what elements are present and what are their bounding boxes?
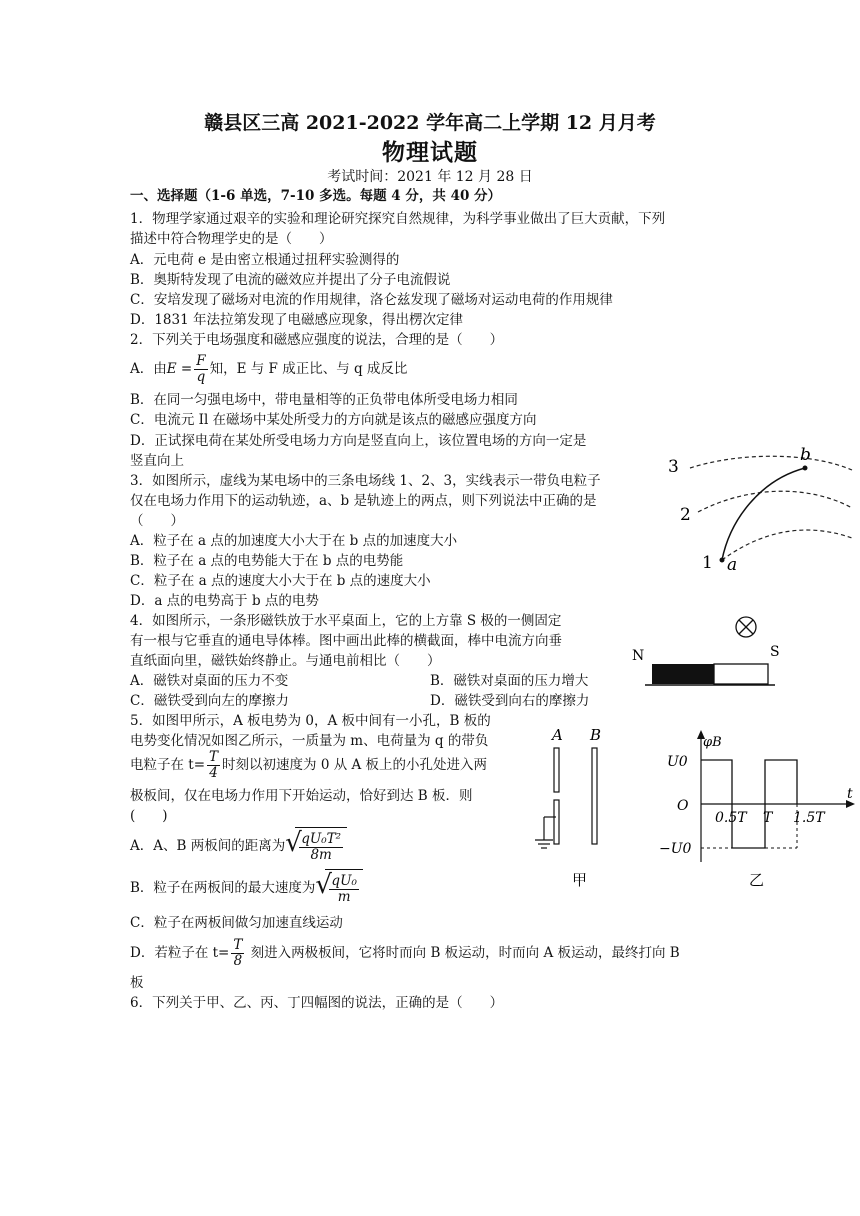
q1-stem-line2: 描述中符合物理学史的是（ ） bbox=[130, 231, 333, 247]
q5-option-a-sqrt: √ $\frac{\text{qU₀T²}}{8m}$ bbox=[285, 827, 347, 866]
q5-option-b-sqrt: √ $\frac{\text{qU₀}}{m}$ bbox=[315, 869, 362, 908]
q4-stem-line2: 有一根与它垂直的通电导体棒。图中画出此棒的横截面，棒中电流方向垂 bbox=[130, 633, 562, 649]
tick-1-5t: 1.5T bbox=[793, 810, 825, 826]
q2-option-a-suffix: 知，E 与 F 成正比、与 q 成反比 bbox=[209, 361, 408, 377]
q5-potential-graph bbox=[655, 722, 857, 892]
magnet-s-label: S bbox=[770, 644, 780, 660]
particle-trajectory bbox=[722, 468, 805, 560]
q5-option-a-denominator: 8m bbox=[310, 847, 332, 863]
q5-option-d-prefix: D．若粒子在 t= bbox=[130, 945, 230, 961]
q2-option-c: C．电流元 Il 在磁场中某处所受力的方向就是该点的磁感应强度方向 bbox=[130, 412, 537, 428]
q3-option-d: D．a 点的电势高于 b 点的电势 bbox=[130, 593, 319, 609]
q5-t-denominator: 4 bbox=[209, 765, 218, 781]
q5-option-c: C．粒子在两板间做匀加速直线运动 bbox=[130, 915, 343, 931]
q2-stem: 2．下列关于电场强度和磁感应强度的说法，合理的是（ ） bbox=[130, 332, 504, 348]
q5-option-a-prefix: A．A、B 两板间的距离为 bbox=[130, 838, 286, 854]
q2-formula-lhs: E = bbox=[166, 361, 193, 377]
q5-option-b bbox=[130, 869, 363, 908]
point-a-label: a bbox=[727, 555, 738, 575]
magnet-south-half bbox=[714, 664, 768, 684]
field-line-label-1: 1 bbox=[702, 553, 713, 573]
q1-option-d: D．1831 年法拉第发现了电磁感应现象，得出楞次定律 bbox=[130, 312, 463, 328]
plate-a-lower bbox=[554, 800, 559, 844]
y-axis-label: φB bbox=[703, 735, 722, 750]
q5-option-d bbox=[130, 937, 680, 969]
subject-title: 物理试题 bbox=[382, 139, 478, 166]
q4-stem-line3: 直纸面向里，磁铁始终静止。与通电前相比（ ） bbox=[130, 653, 441, 669]
point-b-label: b bbox=[800, 445, 811, 465]
magnet-n-label: N bbox=[632, 648, 645, 664]
q2-option-b: B．在同一匀强电场中，带电量相等的正负带电体所受电场力相同 bbox=[130, 392, 518, 408]
q5-stem-line3-prefix: 电粒子在 t= bbox=[130, 757, 206, 773]
field-line-3 bbox=[690, 456, 852, 470]
q5-stem-line1: 5．如图甲所示，A 板电势为 0，A 板中间有一小孔，B 板的 bbox=[130, 713, 491, 729]
q5-stem-line5: ( ) bbox=[130, 808, 168, 824]
q5-option-d-numerator: T bbox=[233, 937, 243, 953]
q5-stem-line3-suffix: 时刻以初速度为 0 从 A 板上的小孔处进入两 bbox=[222, 757, 488, 773]
q1-stem-line1: 1．物理学家通过艰辛的实验和理论研究探究自然规律，为科学事业做出了巨大贡献，下列 bbox=[130, 211, 666, 227]
q3-option-a: A．粒子在 a 点的加速度大小大于在 b 点的加速度大小 bbox=[130, 533, 458, 549]
q5-option-b-numerator: qU₀ bbox=[331, 873, 357, 889]
q2-formula-fraction bbox=[194, 354, 207, 385]
q2-option-d-line1: D．正试探电荷在某处所受电场力方向是竖直向上，该位置电场的方向一定是 bbox=[130, 433, 587, 449]
field-line-label-3: 3 bbox=[668, 457, 679, 477]
q5-stem-line2: 电势变化情况如图乙所示，一质量为 m、电荷量为 q 的带负 bbox=[130, 733, 489, 749]
tick-t: T bbox=[763, 810, 773, 826]
exam-time: 考试时间：2021 年 12 月 28 日 bbox=[327, 169, 533, 185]
plate-b bbox=[592, 748, 597, 844]
q3-field-figure bbox=[660, 440, 856, 580]
q4-magnet-figure bbox=[630, 612, 810, 694]
section-heading: 一、选择题（1-6 单选，7-10 多选。每题 4 分，共 40 分） bbox=[130, 188, 502, 204]
q3-stem-line1: 3．如图所示，虚线为某电场中的三条电场线 1、2、3，实线表示一带负电粒子 bbox=[130, 473, 601, 489]
tick-0-5t: 0.5T bbox=[715, 810, 747, 826]
q2-formula-numerator: F bbox=[196, 353, 206, 369]
q2-formula-denominator: q bbox=[196, 369, 206, 385]
q5-option-d-denominator: 8 bbox=[233, 953, 243, 969]
q5-option-b-denominator: m bbox=[337, 889, 351, 905]
magnet-north-half bbox=[652, 664, 714, 684]
field-line-1 bbox=[722, 530, 852, 560]
q4-option-d: D．磁铁受到向右的摩擦力 bbox=[430, 693, 590, 709]
q3-stem-line2: 仅在电场力作用下的运动轨迹，a、b 是轨迹上的两点，则下列说法中正确的是 bbox=[130, 493, 597, 509]
figure-yi-caption: 乙 bbox=[749, 871, 765, 889]
q5-option-a bbox=[130, 827, 347, 866]
x-axis-label: t bbox=[847, 786, 853, 802]
q6-stem: 6．下列关于甲、乙、丙、丁四幅图的说法，正确的是（ ） bbox=[130, 995, 504, 1011]
q2-option-a bbox=[130, 353, 407, 385]
field-line-label-2: 2 bbox=[680, 505, 691, 525]
tick-u0: U0 bbox=[667, 754, 688, 770]
q4-option-b: B．磁铁对桌面的压力增大 bbox=[430, 673, 589, 689]
point-a-dot bbox=[720, 558, 725, 563]
field-line-2 bbox=[698, 491, 852, 512]
q5-option-d-fraction bbox=[231, 938, 244, 969]
exam-title: 赣县区三高 2021-2022 学年高二上学期 12 月月考 bbox=[204, 112, 656, 134]
q5-option-d-line2: 板 bbox=[130, 975, 144, 991]
q2-option-d-line2: 竖直向上 bbox=[130, 453, 184, 469]
q5-stem-line4: 极板间，仅在电场力作用下开始运动，恰好到达 B 板．则 bbox=[130, 788, 473, 804]
figure-jia-caption: 甲 bbox=[572, 871, 588, 889]
q3-option-c: C．粒子在 a 点的速度大小大于在 b 点的速度大小 bbox=[130, 573, 431, 589]
q4-stem-line1: 4．如图所示，一条形磁铁放于水平桌面上，它的上方靠 S 极的一侧固定 bbox=[130, 613, 562, 629]
point-b-dot bbox=[803, 466, 808, 471]
plate-a-label: A bbox=[552, 726, 563, 744]
q5-option-d-suffix: 刻进入两极板间，它将时而向 B 板运动，时而向 A 板运动，最终打向 B bbox=[246, 945, 680, 961]
plate-b-label: B bbox=[590, 726, 602, 744]
q3-stem-line3: （ ） bbox=[130, 513, 184, 529]
q4-option-a: A．磁铁对桌面的压力不变 bbox=[130, 673, 289, 689]
q4-option-c: C．磁铁受到向左的摩擦力 bbox=[130, 693, 289, 709]
q5-t-fraction bbox=[207, 750, 220, 781]
tick-neg-u0: −U0 bbox=[659, 841, 692, 857]
origin-label: O bbox=[677, 798, 689, 814]
q3-option-b: B．粒子在 a 点的电势能大于在 b 点的电势能 bbox=[130, 553, 404, 569]
q5-stem-line3 bbox=[130, 749, 487, 781]
q1-option-c: C．安培发现了磁场对电流的作用规律，洛仑兹发现了磁场对运动电荷的作用规律 bbox=[130, 292, 613, 308]
q5-option-b-prefix: B．粒子在两板间的最大速度为 bbox=[130, 880, 316, 896]
q2-option-a-prefix: A．由 bbox=[130, 361, 167, 377]
q1-option-b: B．奥斯特发现了电流的磁效应并提出了分子电流假说 bbox=[130, 272, 451, 288]
q5-plates-figure bbox=[530, 722, 610, 892]
plate-a-upper bbox=[554, 748, 559, 792]
q5-t-numerator: T bbox=[209, 749, 219, 765]
q5-option-a-numerator: qU₀T² bbox=[301, 831, 342, 847]
q1-option-a: A．元电荷 e 是由密立根通过扭秤实验测得的 bbox=[130, 252, 400, 268]
